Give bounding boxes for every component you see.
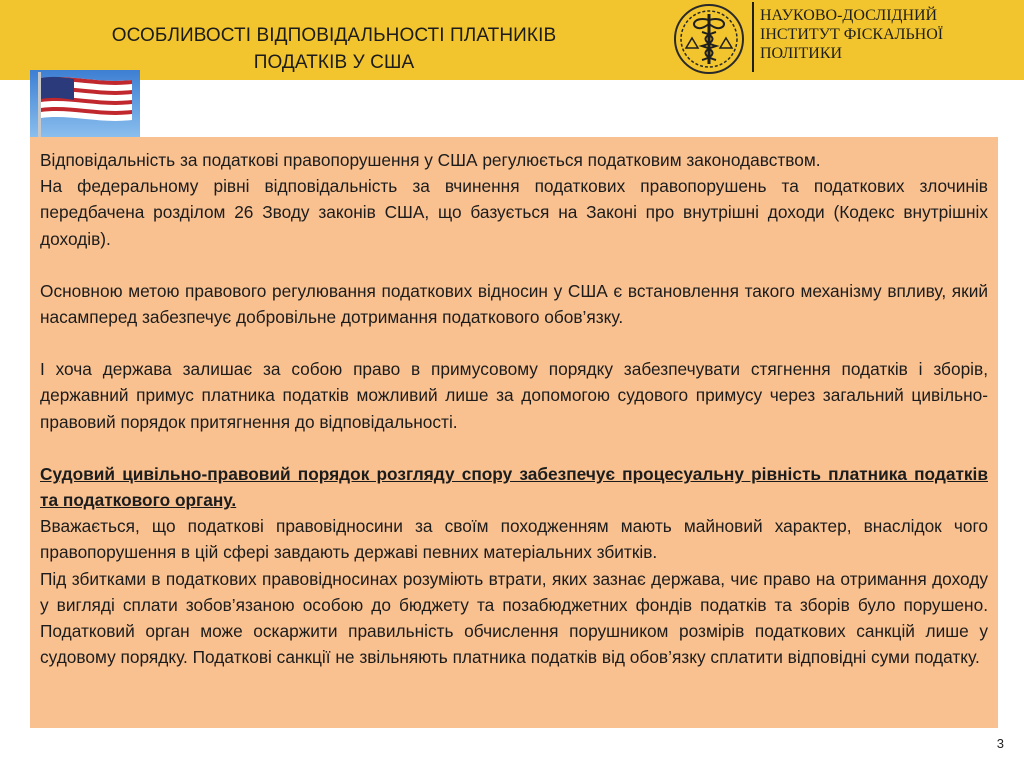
header-divider	[752, 2, 754, 72]
paragraph-4: І хоча держава залишає за собою право в примусовому порядку забезпечувати стягнення податків і зборів, державний примус платника податків можливий лише за допомогою судового примусу через загальний цивільно-правовий порядок притягнення до відповідальності.	[40, 359, 988, 432]
institute-line-2: ІНСТИТУТ ФІСКАЛЬНОЇ	[760, 26, 944, 43]
paragraph-6: Вважається, що податкові правовідносини за своїм походженням мають майновий характер, внаслідок чого правопорушення в цій сфері завдають державі певних матеріальних збитків.	[40, 516, 988, 563]
paragraph-gap	[40, 252, 988, 278]
institute-line-1: НАУКОВО-ДОСЛІДНИЙ	[760, 7, 938, 24]
content-box	[30, 137, 998, 728]
title-line-2: ПОДАТКІВ У США	[253, 52, 415, 73]
institute-name	[760, 6, 1020, 63]
title-line-1: ОСОБЛИВОСТІ ВІДПОВІДАЛЬНОСТІ ПЛАТНИКІВ	[111, 25, 557, 46]
paragraph-1: Відповідальність за податкові правопорушення у США регулюється податковим законодавством.	[40, 150, 821, 170]
institute-line-3: ПОЛІТИКИ	[760, 45, 843, 62]
paragraph-gap	[40, 330, 988, 356]
paragraph-5-emphasis: Судовий цивільно-правовий порядок розгляду спору забезпечує процесуальну рівність платника податків та податкового органу.	[40, 463, 988, 511]
caduceus-emblem-icon	[672, 2, 746, 76]
paragraph-3: Основною метою правового регулювання податкових відносин у США є встановлення такого механізму впливу, який насамперед забезпечує добровільне дотримання податкового обов’язку.	[40, 280, 988, 328]
us-flag-icon	[30, 70, 140, 142]
paragraph-7: Під збитками в податкових правовідносинах розуміють втрати, яких зазнає держава, чиє право на отримання доходу у вигляді сплати зобов’язаною особою до бюджету та позабюджетних фондів податків та зборів було порушено. Податковий орган може оскаржити правильність обчислення порушником розмірів податкових санкцій лише у судовому порядку. Податкові санкції не звільняють платника податків від обов’язку сплатити відповідні суми податку.	[40, 568, 988, 668]
slide-title	[44, 22, 624, 76]
page-number: 3	[996, 736, 1004, 751]
paragraph-2: На федеральному рівні відповідальність за вчинення податкових правопорушень та податкових злочинів передбачена розділом 26 Зводу законів США, що базується на Законі про внутрішні доходи (Кодекс внутрішніх доходів).	[40, 176, 988, 249]
paragraph-gap	[40, 435, 988, 461]
header-bar	[0, 0, 1024, 80]
